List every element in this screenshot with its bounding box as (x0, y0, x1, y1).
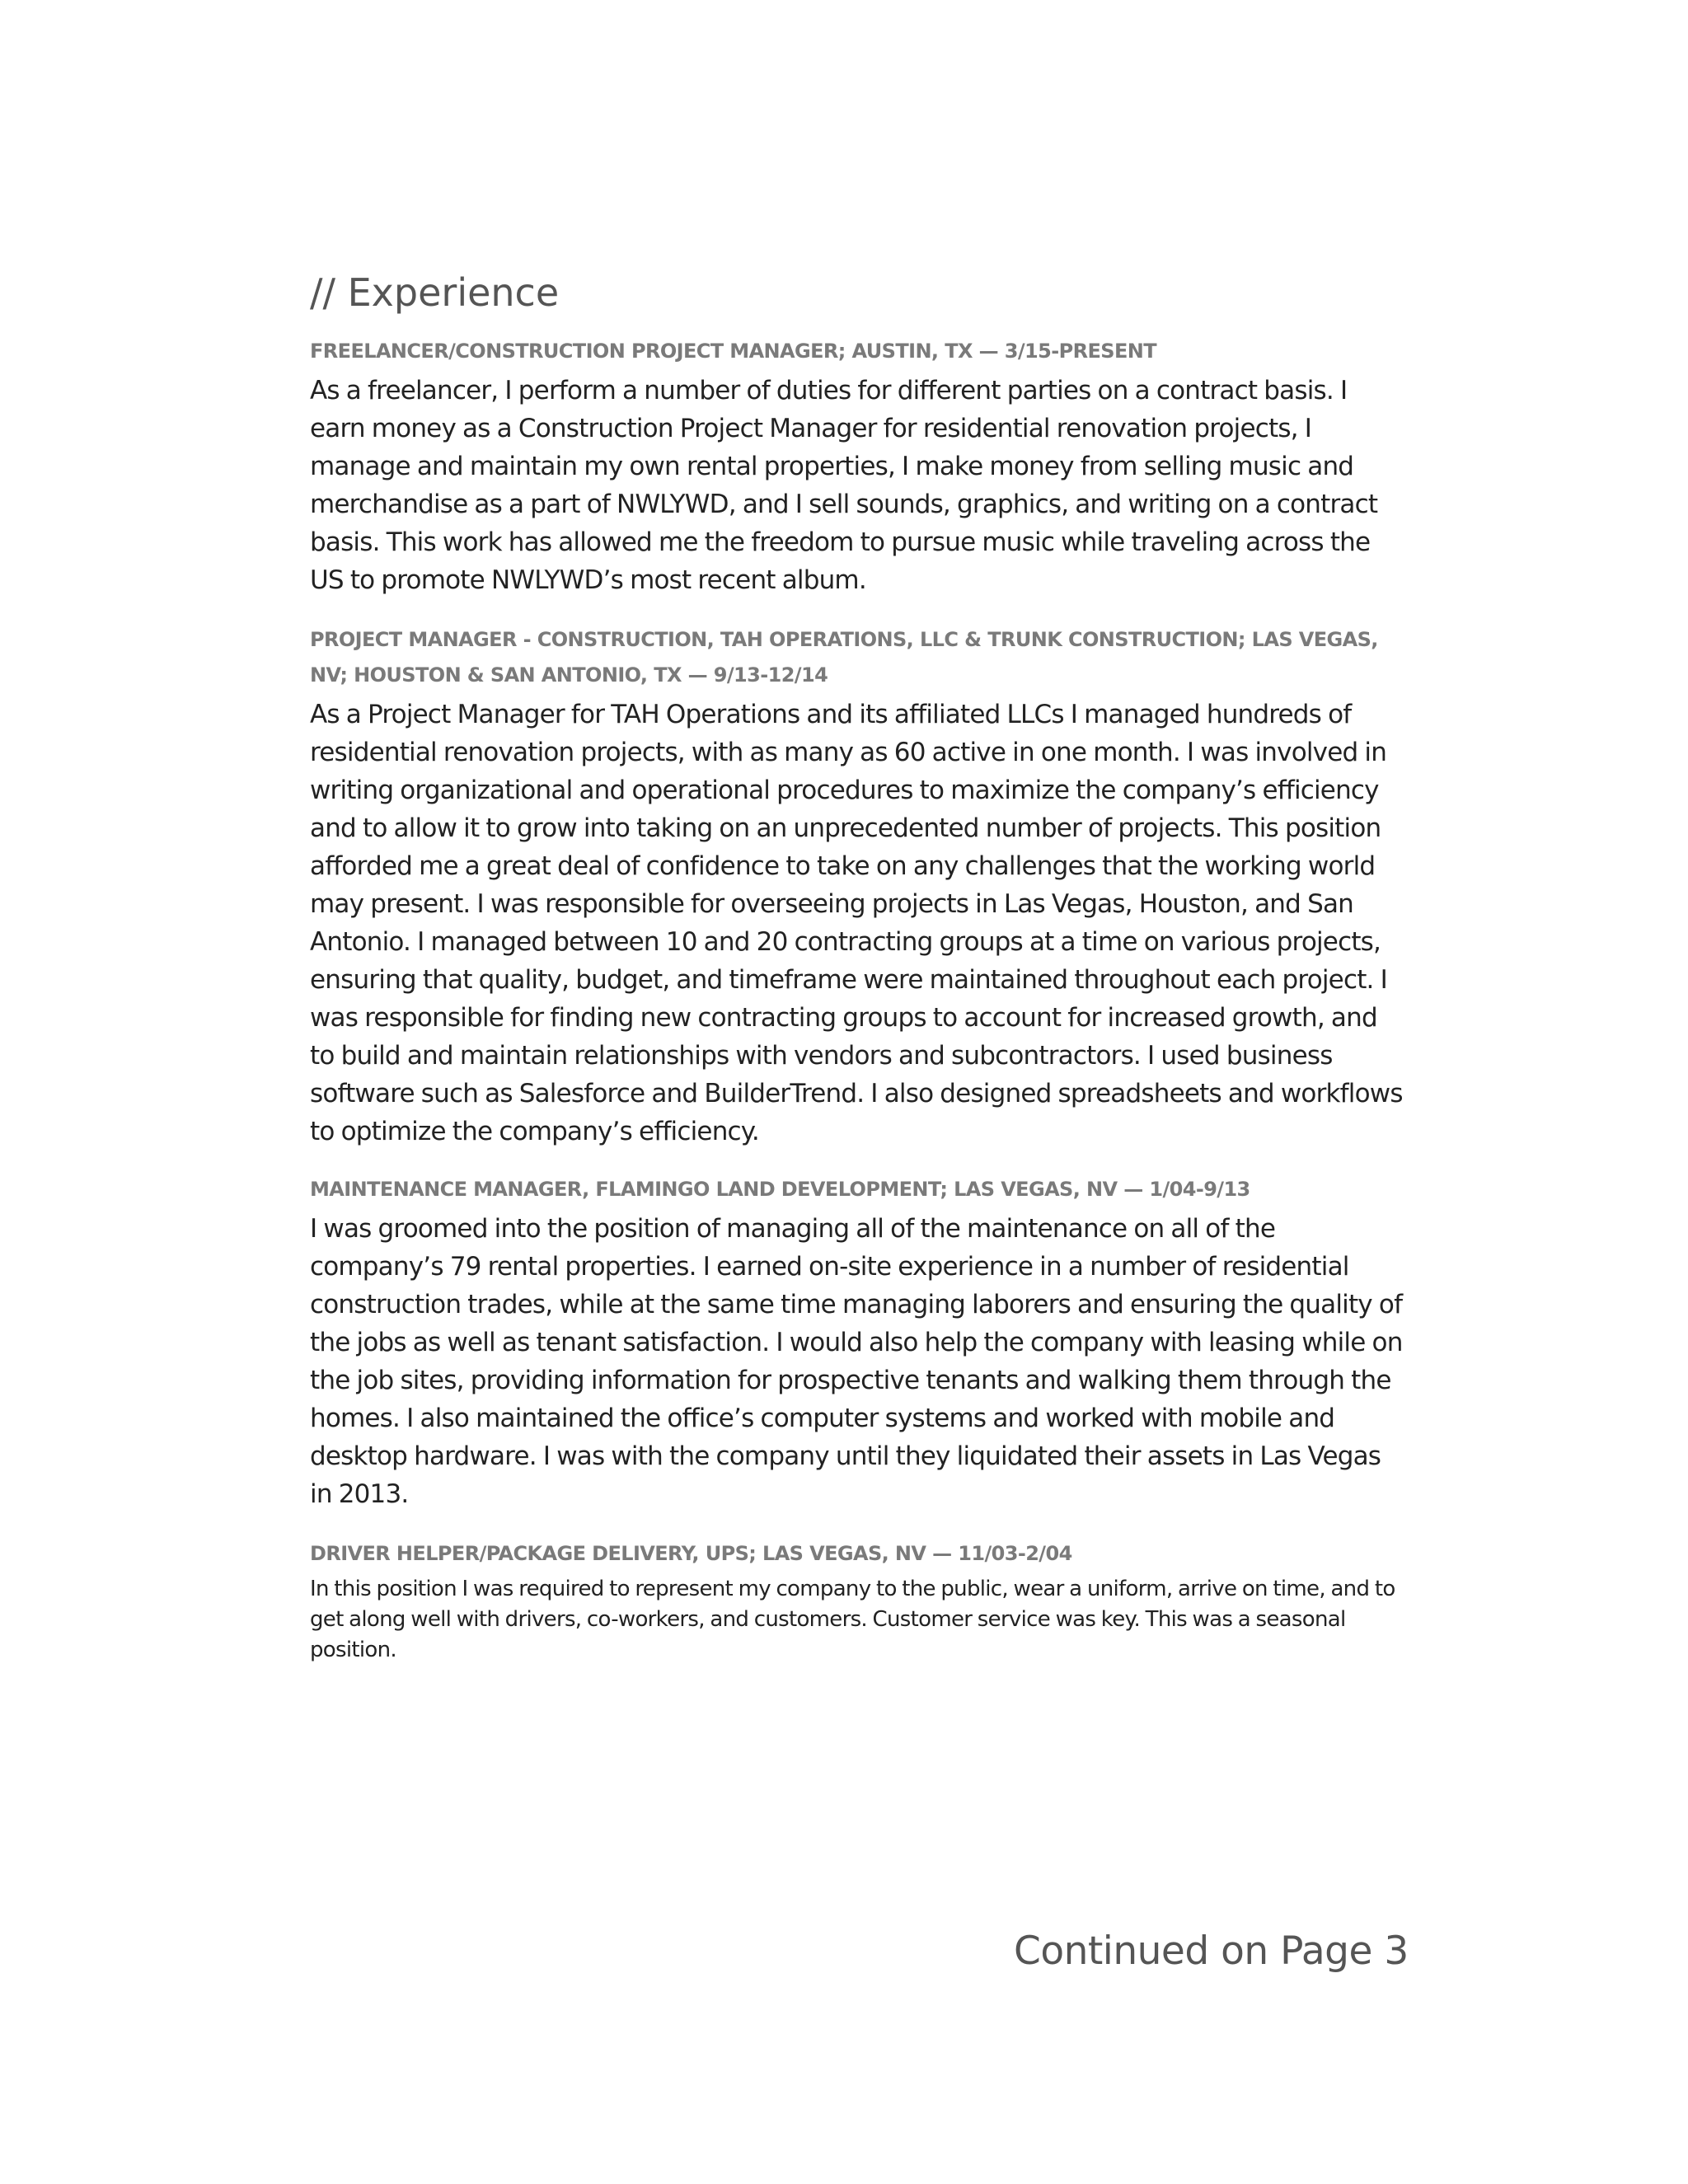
job-description: I was groomed into the position of managing all of the maintenance on all of the company’s 79 rental properties. I earned on-site experience in a number of residential construction trades, while at the same time managing laborers and ensuring the quality of the jobs as well as tenant satisfaction. I would also help the company with leasing while on the job sites, providing information for prospective tenants and walking them through the homes. I also maintained the office’s computer systems and worked with mobile and desktop hardware. I was with the company until they liquidated their assets in Las Vegas in 2013. (310, 1214, 1403, 1510)
job-entry-project-manager (310, 622, 1406, 1151)
job-description: As a freelancer, I perform a number of duties for different parties on a contract basis. I earn money as a Construction Project Manager for residential renovation projects, I manage and maintain my own rental properties, I make money from selling music and merchandise as a part of NWLYWD, and I sell sounds, graphics, and writing on a contract basis. This work has allowed me the freedom to pursue music while traveling across the US to promote NWLYWD’s most recent album. (310, 376, 1378, 596)
job-entry-freelancer (310, 334, 1406, 599)
section-title: // Experience (310, 270, 560, 315)
job-description: As a Project Manager for TAH Operations and its affiliated LLCs I managed hundreds of residential renovation projects, with as many as 60 active in one month. I was involved in writing organizational and operational procedures to maximize the company’s efficiency and to allow it to grow into taking on an unprecedented number of projects. This position afforded me a great deal of confidence to take on any challenges that the working world may present. I was responsible for overseeing projects in Las Vegas, Houston, and San Antonio. I managed between 10 and 20 contracting groups at a time on various projects, ensuring that quality, budget, and timeframe were maintained throughout each project. I was responsible for finding new contracting groups to account for increased growth, and to build and maintain relationships with vendors and subcontractors. I used business software such as Salesforce and BuilderTrend. I also designed spreadsheets and workflows to optimize the company’s efficiency. (310, 700, 1403, 1147)
job-title: FREELANCER/CONSTRUCTION PROJECT MANAGER; AUSTIN, TX — 3/15-PRESENT (310, 340, 1157, 363)
job-entry-driver-helper (310, 1536, 1406, 1666)
job-title: DRIVER HELPER/PACKAGE DELIVERY, UPS; LAS VEGAS, NV — 11/03-2/04 (310, 1542, 1072, 1566)
job-entry-maintenance-manager (310, 1172, 1406, 1513)
job-description: In this position I was required to represent my company to the public, wear a uniform, arrive on time, and to get along well with drivers, co-workers, and customers. Customer service was key. This was a seasonal position. (310, 1577, 1395, 1663)
job-title: PROJECT MANAGER - CONSTRUCTION, TAH OPERATIONS, LLC & TRUNK CONSTRUCTION; LAS VEGAS, NV; HOUSTON & SAN ANTONIO, TX — 9/13-12/14 (310, 628, 1378, 687)
continued-note: Continued on Page 3 (1014, 1929, 1409, 1974)
job-title: MAINTENANCE MANAGER, FLAMINGO LAND DEVELOPMENT; LAS VEGAS, NV — 1/04-9/13 (310, 1178, 1250, 1202)
experience-section (310, 270, 1406, 1666)
